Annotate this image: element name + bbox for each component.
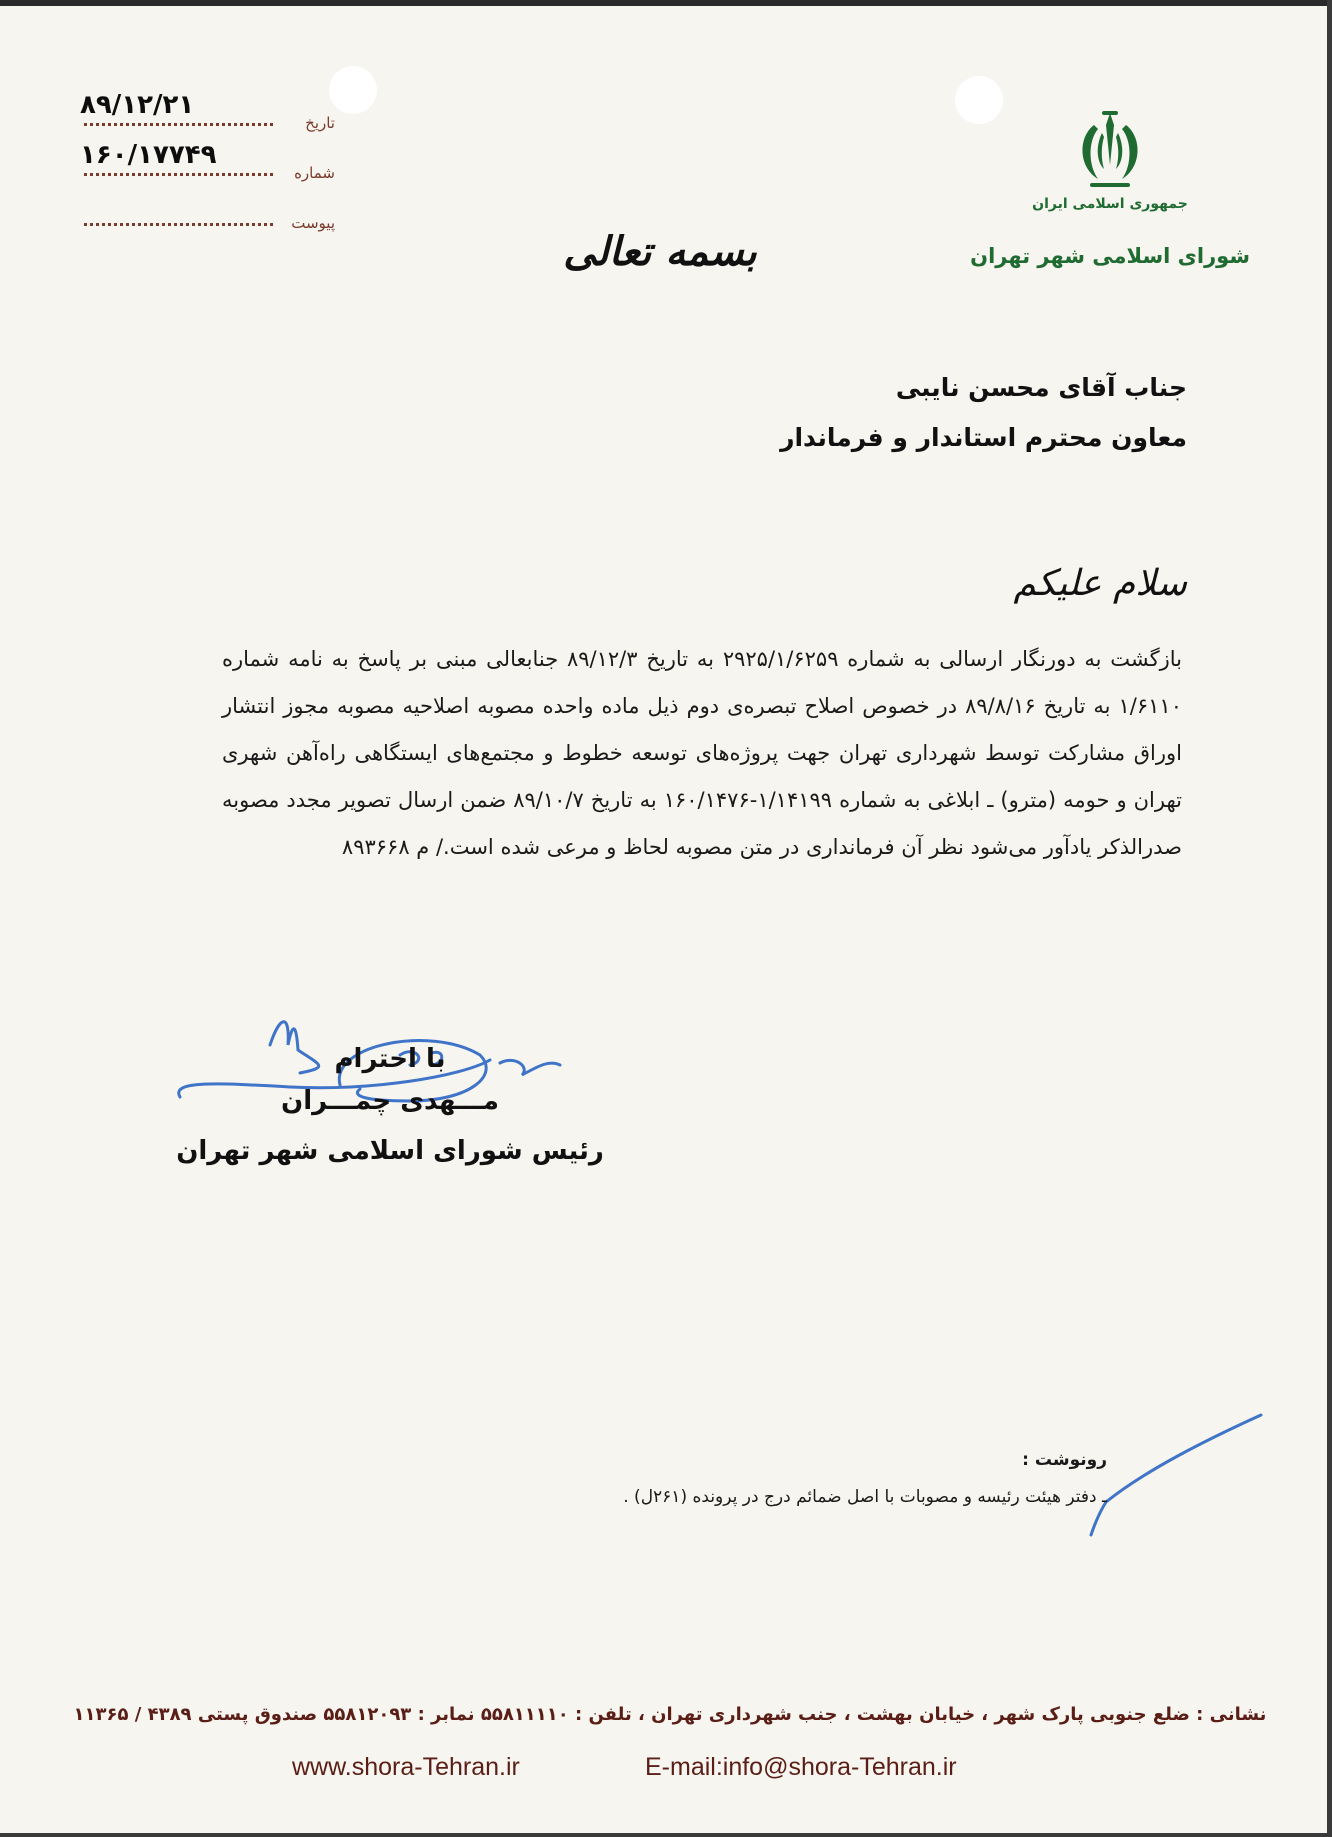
iran-emblem-icon (1064, 103, 1156, 195)
punch-hole-left (329, 66, 377, 114)
copy-text: ـ دفتر هیئت رئیسه و مصوبات با اصل ضمائم درج در پرونده (۲۶۱ل) . (623, 1487, 1107, 1507)
checkmark-icon (1086, 1410, 1266, 1550)
basmala: بسمه تعالی (563, 228, 757, 275)
recipient-name: جناب آقای محسن نایبی (895, 373, 1187, 402)
letter-body: بازگشت به دورنگار ارسالی به شماره ۲۹۲۵/۱/۶۲۵۹ به تاریخ ۸۹/۱۲/۳ جنابعالی مبنی بر پاسخ به نامه شماره ۱/۶۱۱۰ به تاریخ ۸۹/۸/۱۶ در خصوص اصلاح تبصره‌ی دوم ذیل ماده واحده مصوبه اصلاحیه مصوبه مجوز انتشار اوراق مشارکت توسط شهرداری تهران جهت پروژه‌های توسعه خطوط و مجتمع‌های ایستگاهی راه‌آهن شهری تهران و حومه (مترو) ـ ابلاغی به شماره ۱/۱۴۱۹۹-۱۶۰/۱۴۷۶ به تاریخ ۸۹/۱۰/۷ ضمن ارسال تصویر مجدد مصوبه صدرالذکر یادآور می‌شود نظر آن فرمانداری در متن مصوبه لحاظ و مرعی شده است./ م ۸۹۳۶۶۸ (222, 647, 1183, 859)
number-label: شماره (294, 164, 335, 182)
footer-email: E-mail:info@shora-Tehran.ir (645, 1753, 957, 1781)
scan-top-edge (0, 0, 1332, 6)
signer-name: مـــهدی چمـــران (281, 1086, 499, 1116)
attachment-label: پیوست (291, 214, 335, 232)
date-value: ۸۹/۱۲/۲۱ (80, 90, 195, 120)
date-field (80, 90, 335, 132)
council-name: شورای اسلامی شهر تهران (970, 244, 1250, 268)
scan-right-edge (1327, 0, 1332, 1837)
republic-name: جمهوری اسلامی ایران (1032, 196, 1188, 212)
scan-bottom-edge (0, 1833, 1332, 1837)
date-label: تاریخ (305, 114, 335, 132)
attachment-field (80, 196, 335, 232)
closing-regards: با احترام (334, 1044, 446, 1074)
recipient-title: معاون محترم استاندار و فرماندار (780, 423, 1187, 452)
punch-hole-right (955, 76, 1003, 124)
number-value: ۱۶۰/۱۷۷۴۹ (80, 140, 217, 170)
signer-title: رئیس شورای اسلامی شهر تهران (176, 1136, 604, 1166)
number-field (80, 140, 335, 182)
closing-block (170, 1038, 610, 1172)
footer-address: نشانی : ضلع جنوبی پارک شهر ، خیابان بهشت ، جنب شهرداری تهران ، تلفن : ۵۵۸۱۱۱۱۰ نمابر : ۵۵۸۱۲۰۹۳ صندوق پستی ۴۳۸۹ / ۱۱۳۶۵ (73, 1704, 1267, 1725)
copy-label: رونوشت : (1022, 1450, 1107, 1470)
greeting: سلام علیکم (1013, 563, 1187, 604)
footer-website: www.shora-Tehran.ir (292, 1753, 520, 1781)
